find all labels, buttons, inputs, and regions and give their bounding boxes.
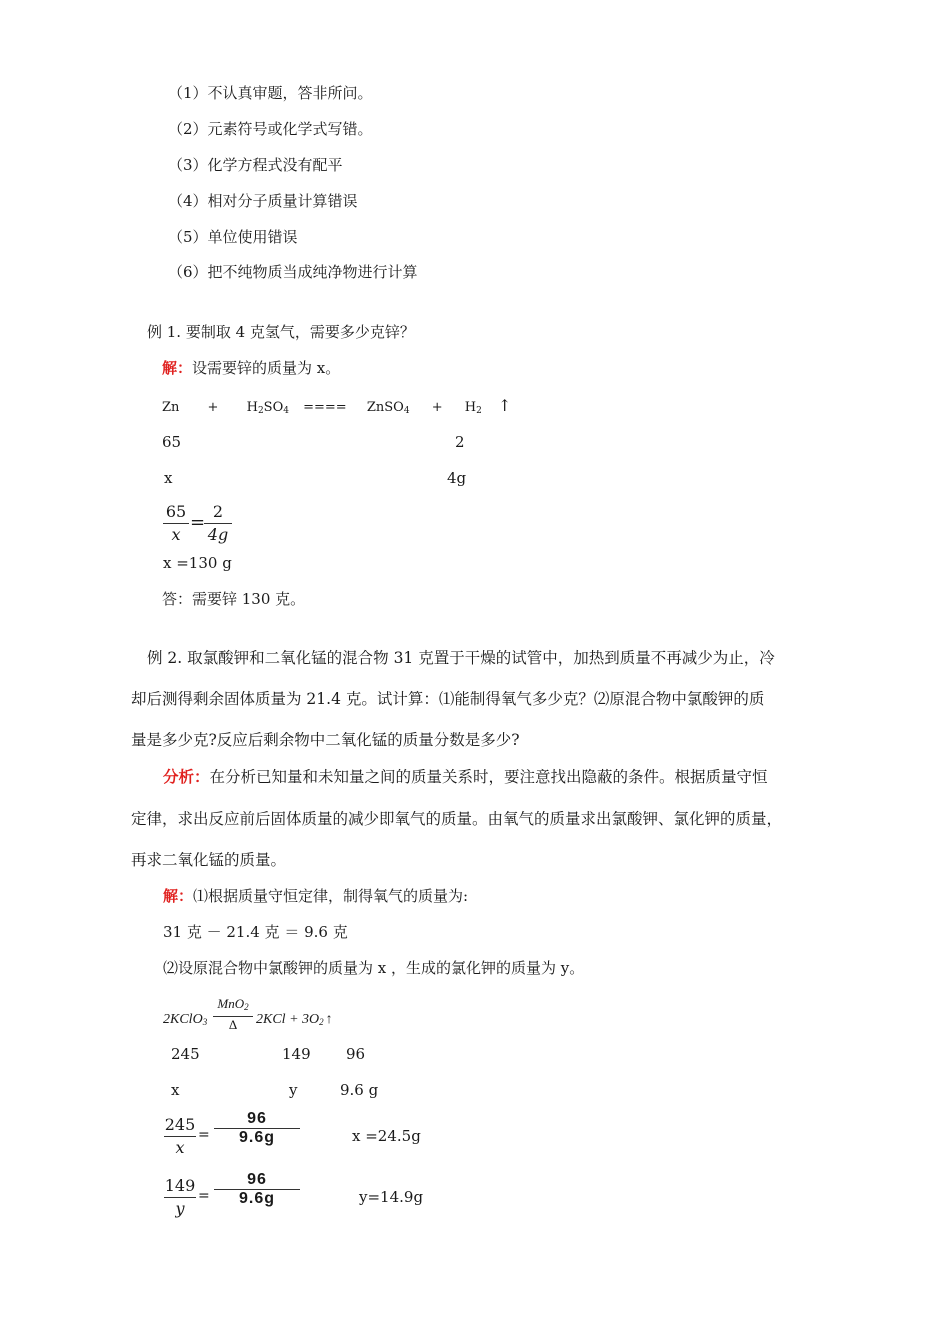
frac-bar bbox=[204, 523, 232, 524]
ex2-solution-label: 解： bbox=[163, 887, 194, 905]
ex2-f2-left bbox=[164, 1176, 196, 1219]
eq-mno: MnO bbox=[217, 996, 245, 1011]
frac-denominator: 4g bbox=[207, 525, 229, 544]
eq-kclo: 2KClO bbox=[163, 1012, 203, 1027]
ex2-row2-b: y bbox=[289, 1081, 298, 1099]
frac-numerator: 2 bbox=[212, 502, 224, 521]
frac-bar bbox=[164, 1197, 196, 1198]
ex1-answer: 答：需要锌 130 克。 bbox=[162, 590, 306, 608]
eq-sub: 2 bbox=[244, 1002, 249, 1012]
frac-numerator: 149 bbox=[164, 1176, 196, 1195]
error-item-4: （4）相对分子质量计算错误 bbox=[168, 192, 358, 210]
frac-numerator: 245 bbox=[164, 1115, 196, 1134]
frac-denominator: 9.6g bbox=[238, 1190, 275, 1207]
eq-so: SO bbox=[263, 400, 284, 415]
ex2-analysis-text: 在分析已知量和未知量之间的质量关系时，要注意找出隐蔽的条件。根据质量守恒 bbox=[209, 768, 768, 786]
eq-h: H bbox=[464, 400, 477, 415]
frac-numerator: 96 bbox=[247, 1171, 267, 1188]
eq-sub: 4 bbox=[283, 406, 289, 416]
ex1-fraction-left bbox=[163, 502, 189, 545]
eq-sign: ==== bbox=[303, 400, 347, 415]
ex2-row1-a: 245 bbox=[171, 1045, 200, 1063]
ex2-f1-right bbox=[214, 1111, 300, 1146]
eq-zn: Zn bbox=[162, 400, 180, 415]
ex1-result: x =130 g bbox=[163, 554, 232, 572]
ex2-row1-c: 96 bbox=[346, 1045, 366, 1063]
frac-numerator: 65 bbox=[165, 502, 187, 521]
ex1-row2-left: x bbox=[164, 469, 173, 487]
ex2-f1-left bbox=[164, 1115, 196, 1158]
frac-denominator: y bbox=[175, 1199, 185, 1218]
frac-denominator: x bbox=[175, 1138, 185, 1157]
eq-sub: 2 bbox=[257, 406, 264, 416]
ex2-solution bbox=[163, 886, 468, 906]
ex1-row2-right: 4g bbox=[447, 469, 467, 487]
frac-bar bbox=[163, 523, 189, 524]
ex1-solution bbox=[162, 358, 340, 378]
ex2-step2: ⑵设原混合物中氯酸钾的质量为 x ，生成的氯化钾的质量为 y。 bbox=[163, 959, 585, 977]
ex2-analysis-line2: 定律，求出反应前后固体质量的减少即氧气的质量。由氧气的质量求出氯酸钾、氯化钾的质量， bbox=[131, 810, 783, 828]
eq-sub: 2 bbox=[476, 406, 482, 416]
ex2-calc: 31 克 － 21.4 克 ＝ 9.6 克 bbox=[163, 923, 348, 941]
eq-sub: 4 bbox=[403, 406, 410, 416]
ex2-analysis-line1 bbox=[163, 757, 768, 797]
ex2-row2-c: 9.6 g bbox=[340, 1081, 379, 1099]
error-item-1: （1）不认真审题，答非所问。 bbox=[168, 84, 373, 102]
error-item-2: （2）元素符号或化学式写错。 bbox=[168, 120, 373, 138]
ex2-f2-eq: = bbox=[198, 1188, 210, 1204]
ex1-fraction-eq: = bbox=[190, 512, 206, 533]
frac-numerator: 96 bbox=[247, 1110, 267, 1127]
ex1-row1-right: 2 bbox=[455, 433, 465, 451]
ex2-f2-result: y=14.9g bbox=[359, 1188, 424, 1206]
error-item-6: （6）把不纯物质当成纯净物进行计算 bbox=[168, 263, 418, 281]
ex2-f1-result: x =24.5g bbox=[352, 1127, 421, 1145]
ex1-equation bbox=[162, 396, 511, 421]
ex2-eq-left bbox=[163, 1010, 207, 1032]
ex2-question-line2: 却后测得剩余固体质量为 21.4 克。试计算：⑴能制得氧气多少克？⑵原混合物中氯酸钾的质 bbox=[131, 690, 765, 708]
ex1-solution-text: 设需要锌的质量为 x。 bbox=[192, 359, 341, 377]
eq-kcl: 2KCl + 3O bbox=[256, 1012, 320, 1027]
arrow-up-icon: ↑ bbox=[497, 396, 512, 415]
frac-denominator: x bbox=[171, 525, 181, 544]
ex2-question-line1: 例 2. 取氯酸钾和二氧化锰的混合物 31 克置于干燥的试管中，加热到质量不再减少为止，冷 bbox=[147, 649, 775, 667]
eq-sub: 2 bbox=[319, 1017, 324, 1027]
ex1-solution-label: 解： bbox=[162, 359, 193, 377]
ex2-row2-a: x bbox=[171, 1081, 180, 1099]
ex2-solution-text: ⑴根据质量守恒定律，制得氧气的质量为: bbox=[193, 887, 469, 905]
ex2-eq-catalyst bbox=[213, 996, 253, 1032]
heat-icon: Δ bbox=[228, 1017, 238, 1032]
ex1-question: 例 1. 要制取 4 克氢气，需要多少克锌？ bbox=[147, 323, 415, 341]
eq-znso: ZnSO bbox=[366, 400, 404, 415]
ex2-analysis-line3: 再求二氧化锰的质量。 bbox=[131, 851, 287, 869]
frac-denominator: 9.6g bbox=[238, 1129, 275, 1146]
frac-bar bbox=[164, 1136, 196, 1137]
arrow-up-icon: ↑ bbox=[325, 1012, 333, 1027]
eq-plus: + bbox=[431, 400, 443, 415]
ex1-row1-left: 65 bbox=[162, 433, 182, 451]
error-item-3: （3）化学方程式没有配平 bbox=[168, 156, 343, 174]
ex2-question-line3: 量是多少克?反应后剩余物中二氧化锰的质量分数是多少? bbox=[131, 731, 520, 749]
ex2-eq-right bbox=[256, 1010, 333, 1032]
eq-h: H bbox=[246, 400, 258, 415]
eq-plus: + bbox=[207, 400, 219, 415]
ex2-analysis-label: 分析： bbox=[163, 767, 210, 786]
ex1-fraction-right bbox=[204, 502, 232, 545]
error-item-5: （5）单位使用错误 bbox=[168, 228, 298, 246]
ex2-row1-b: 149 bbox=[282, 1045, 311, 1063]
eq-sub: 3 bbox=[202, 1017, 208, 1027]
ex2-f2-right bbox=[214, 1172, 300, 1207]
ex2-f1-eq: = bbox=[198, 1127, 210, 1143]
